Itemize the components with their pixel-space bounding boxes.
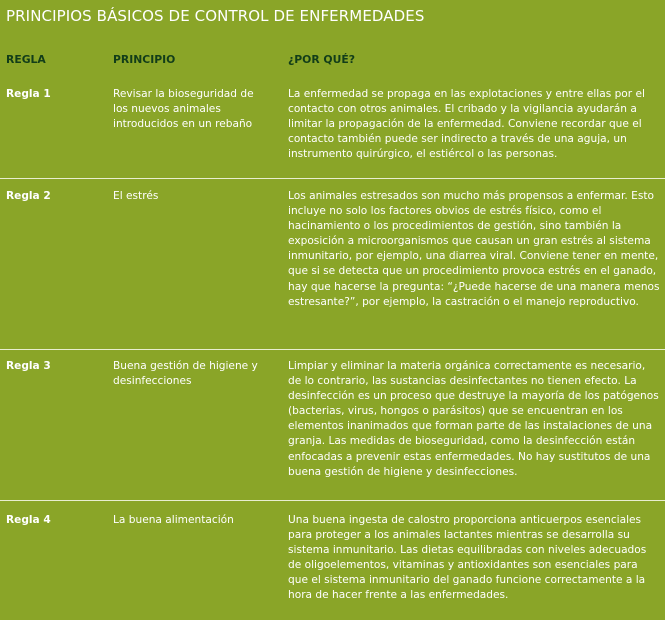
principle-text: Revisar la bioseguridad de los nuevos animales introducidos en un rebaño	[113, 88, 254, 131]
page-title: PRINCIPIOS BÁSICOS DE CONTROL DE ENFERMEDADES	[6, 7, 425, 25]
row-divider	[0, 178, 665, 179]
rule-label: Regla 4	[6, 514, 51, 526]
row-divider	[0, 500, 665, 501]
rule-label: Regla 1	[6, 88, 51, 100]
rule-label: Regla 2	[6, 190, 51, 202]
reason-text: Una buena ingesta de calostro proporciona anticuerpos esenciales para proteger a los animales lactantes mientras se desarrolla su sistema inmunitario. Las dietas equilibradas con niveles adecuados de oligoelementos, vitaminas y antioxidantes son esenciales para que el sistema inmunitario del ganado funcione correctamente a la hora de hacer frente a las enfermedades.	[288, 514, 647, 602]
reason-text: La enfermedad se propaga en las explotaciones y entre ellas por el contacto con otros animales. El cribado y la vigilancia ayudarán a limitar la propagación de la enfermedad. Conviene recordar que el contacto también puede ser indirecto a través de una aguja, un instrumento quirúrgico, el estiércol o las personas.	[288, 88, 645, 161]
rule-label: Regla 3	[6, 360, 51, 372]
reason-text: Los animales estresados son mucho más propensos a enfermar. Esto incluye no solo los factores obvios de estrés físico, como el hacinamiento o los procedimientos de gestión, sino también la exposición a microorganismos que causan un gran estrés al sistema inmunitario, por ejemplo, una diarrea viral. Conviene tener en mente, que si se detecta que un procedimiento provoca estrés en el ganado, hay que hacerse la pregunta: “¿Puede hacerse de una manera menos estresante?”, por ejemplo, la castración o el manejo reproductivo.	[288, 190, 660, 308]
row-divider	[0, 349, 665, 350]
principle-text: El estrés	[113, 190, 159, 202]
header-por-que: ¿POR QUÉ?	[288, 53, 356, 66]
header-principio: PRINCIPIO	[113, 53, 176, 66]
principle-text: Buena gestión de higiene y desinfecciones	[113, 360, 258, 388]
principle-text: La buena alimentación	[113, 514, 234, 526]
header-regla: REGLA	[6, 53, 46, 66]
reason-text: Limpiar y eliminar la materia orgánica correctamente es necesario, de lo contrario, las sustancias desinfectantes no tienen efecto. La desinfección es un proceso que destruye la mayoría de los patógenos (bacterias, virus, hongos o parásitos) que se encuentran en los elementos inanimados que forman parte de las instalaciones de una granja. Las medidas de bioseguridad, como la desinfección están enfocadas a prevenir estas enfermedades. No hay sustitutos de una buena gestión de higiene y desinfecciones.	[288, 360, 659, 478]
